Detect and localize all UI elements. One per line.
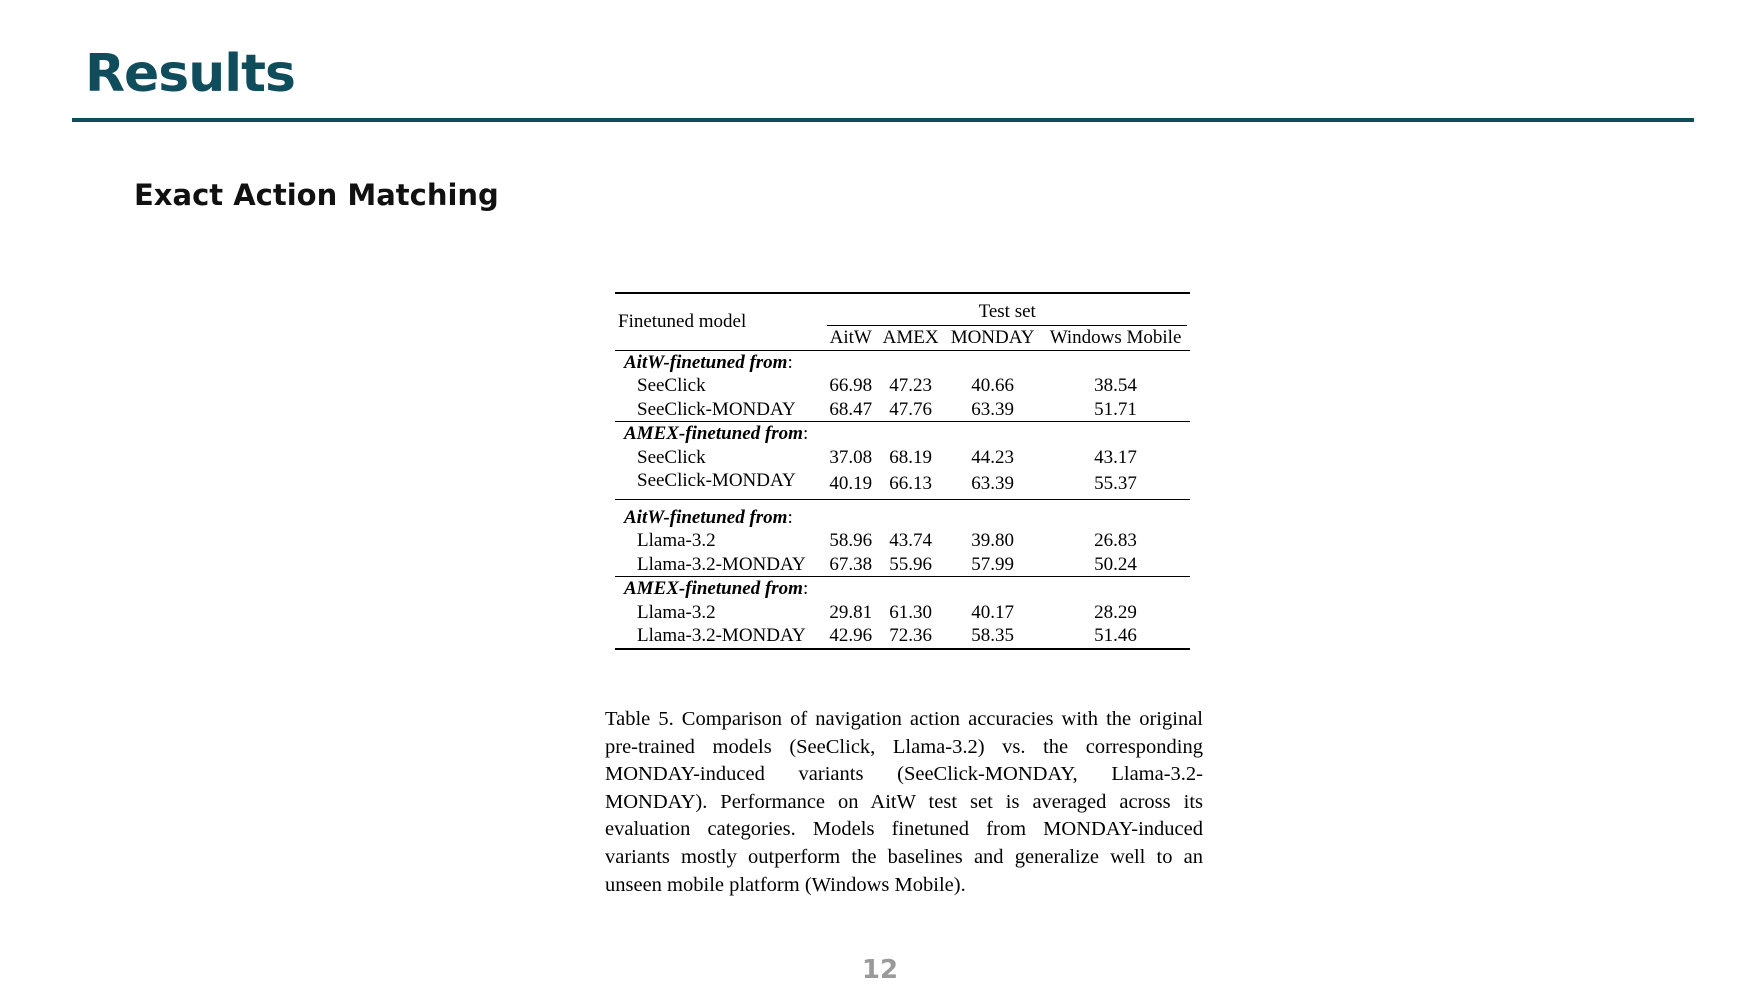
header-col-amex: AMEX	[882, 327, 939, 349]
cell-value: 51.46	[1094, 625, 1137, 647]
slide-title: Results	[85, 44, 295, 104]
cell-value: 38.54	[1094, 375, 1137, 397]
cell-value: 72.36	[889, 625, 932, 647]
results-table	[615, 292, 1190, 650]
section-subtitle: Exact Action Matching	[134, 178, 499, 212]
model-name: Llama-3.2-MONDAY	[637, 625, 806, 647]
cell-value: 43.17	[1094, 446, 1137, 468]
cell-value: 26.83	[1094, 530, 1137, 552]
cell-value: 47.76	[889, 398, 932, 420]
cell-value: 68.47	[829, 398, 873, 420]
cell-value: 55.37	[1094, 473, 1137, 495]
cell-value: 58.96	[829, 530, 873, 552]
table-caption: Table 5. Comparison of navigation action accuracies with the original pre-trained models (SeeClick, Llama-3.2) vs. the corresponding MONDAY-induced variants (SeeClick-MONDAY, Llama-3.2-MONDAY). Performance on AitW test set is averaged across its evaluation categories. Models finetuned from MONDAY-induced variants mostly outperform the baselines and generalize well to an unseen mobile platform (Windows Mobile).	[605, 708, 1203, 896]
table-row	[615, 469, 1190, 499]
cell-value: 67.38	[829, 553, 873, 575]
table-row	[615, 374, 1190, 398]
cell-value: 68.19	[889, 446, 932, 468]
table-row	[615, 553, 1190, 577]
group-label-row: AitW-finetuned from:	[615, 350, 1190, 374]
cell-value: 37.08	[829, 446, 873, 468]
model-name: SeeClick	[637, 446, 706, 468]
cell-value: 29.81	[829, 601, 873, 623]
cell-value: 51.71	[1094, 398, 1137, 420]
title-divider	[72, 118, 1694, 122]
cell-value: 50.24	[1094, 553, 1137, 575]
group-label: AitW-finetuned from	[624, 351, 788, 373]
cell-value: 66.98	[829, 375, 873, 397]
header-col-aitw: AitW	[829, 327, 872, 349]
group-label-row: AMEX-finetuned from:	[615, 577, 1190, 601]
cell-value: 55.96	[889, 553, 932, 575]
model-name: Llama-3.2	[637, 530, 716, 552]
cell-value: 57.99	[971, 553, 1014, 575]
group-label: AMEX-finetuned from	[624, 578, 803, 600]
cell-value: 43.74	[889, 530, 932, 552]
model-name: SeeClick-MONDAY	[637, 470, 796, 492]
model-name: Llama-3.2	[637, 601, 716, 623]
cell-value: 42.96	[829, 625, 873, 647]
cell-value: 66.13	[889, 473, 932, 495]
group-label: AMEX-finetuned from	[624, 423, 803, 445]
cell-value: 44.23	[971, 446, 1014, 468]
cell-value: 28.29	[1094, 601, 1137, 623]
results-table-container	[615, 292, 1190, 650]
table-row	[615, 446, 1190, 470]
table-row	[615, 624, 1190, 649]
cell-value: 61.30	[889, 601, 932, 623]
table-row	[615, 529, 1190, 553]
page-number: 12	[861, 955, 899, 985]
cell-value: 40.17	[971, 601, 1014, 623]
cell-value: 39.80	[971, 530, 1014, 552]
table-row	[615, 398, 1190, 422]
table-body	[615, 350, 1190, 649]
cell-value: 47.23	[889, 375, 932, 397]
table-header-row-1	[615, 293, 1190, 326]
header-col-monday: MONDAY	[950, 327, 1035, 349]
header-test-set: Test set	[824, 293, 1190, 326]
group-label-row: AitW-finetuned from:	[615, 499, 1190, 529]
cell-value: 40.19	[829, 473, 873, 495]
cell-value: 58.35	[971, 625, 1014, 647]
cell-value: 63.39	[971, 398, 1014, 420]
model-name: Llama-3.2-MONDAY	[637, 553, 806, 575]
model-name: SeeClick-MONDAY	[637, 398, 796, 420]
header-finetuned-model: Finetuned model	[618, 311, 747, 333]
header-col-windows-mobile: Windows Mobile	[1049, 327, 1182, 349]
model-name: SeeClick	[637, 375, 706, 397]
group-label-row: AMEX-finetuned from:	[615, 422, 1190, 446]
cell-value: 63.39	[971, 473, 1014, 495]
group-label: AitW-finetuned from	[624, 506, 788, 528]
table-row	[615, 601, 1190, 625]
cell-value: 40.66	[971, 375, 1014, 397]
